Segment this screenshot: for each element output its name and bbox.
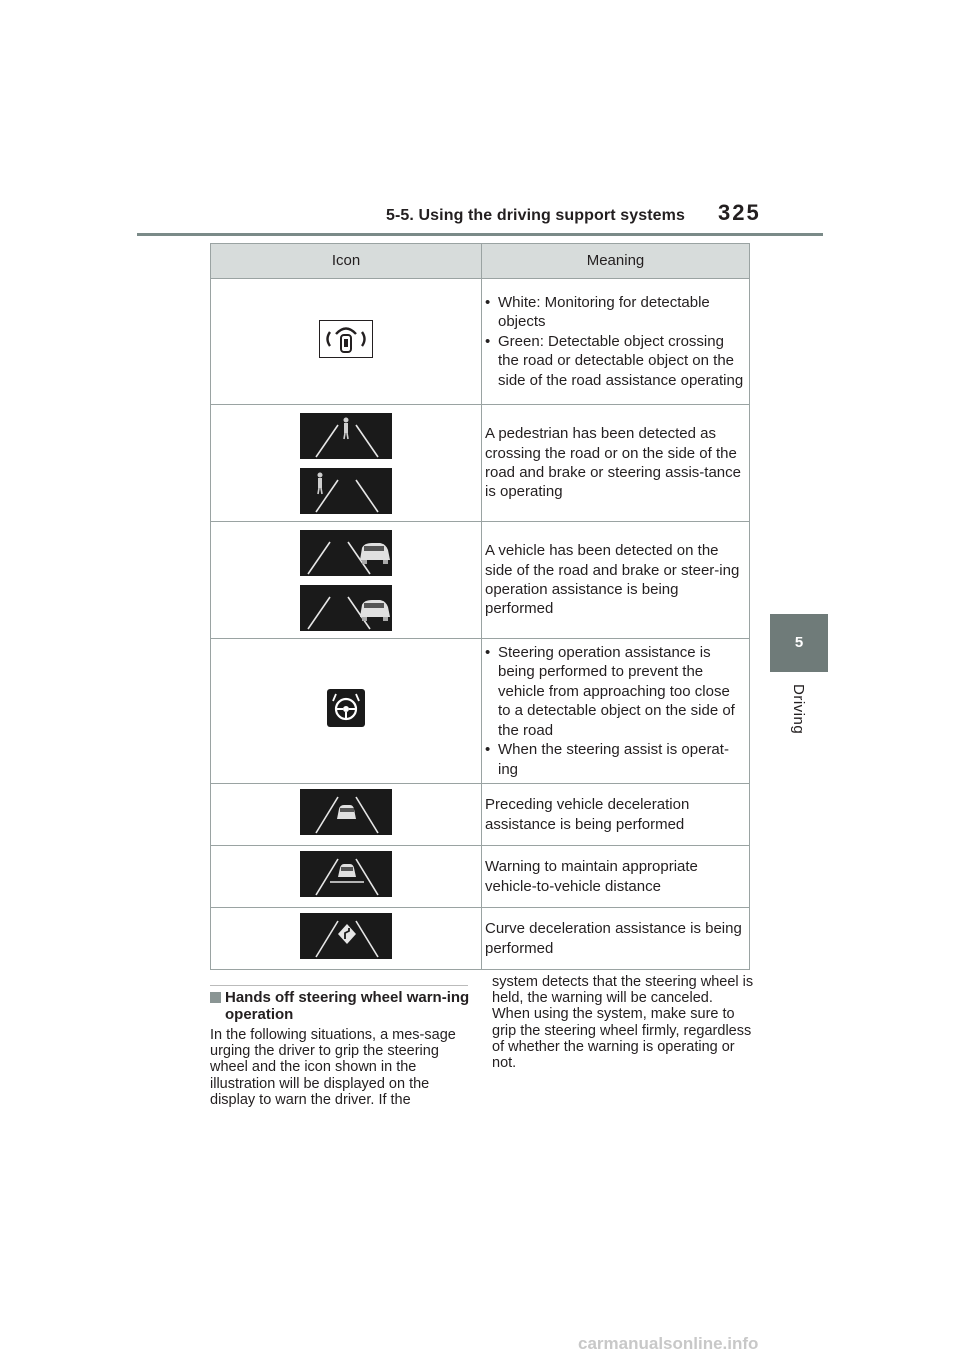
chapter-tab[interactable]: 5 — [770, 614, 828, 672]
icon-cell — [211, 784, 482, 846]
list-item: • When the steering assist is operat-ing — [485, 740, 745, 779]
table-row — [211, 846, 750, 908]
icon-cell — [211, 846, 482, 908]
list-item: • White: Monitoring for detectable objects — [485, 293, 745, 332]
chapter-label: Driving — [790, 684, 807, 735]
meaning-cell — [482, 639, 750, 784]
section-heading-text: Hands off steering wheel warn-ing operation — [225, 989, 470, 1023]
vehicle-detected-icon — [300, 530, 392, 576]
body-text-right: system detects that the steering wheel is held, the warning will be canceled. When using the system, make sure to grip the steering wheel firmly, regardless of whether the warning is operating or not. — [492, 974, 754, 1072]
square-bullet-icon — [210, 992, 221, 1003]
list-item: • Steering operation assistance is being performed to prevent the vehicle from approaching too close to a detectable object on the side of the road — [485, 643, 745, 740]
icon-cell — [211, 405, 482, 522]
body-text-left: In the following situations, a mes-sage urging the driver to grip the steering wheel and the icon shown in the illustration will be displayed on the display to warn the driver. If the — [210, 1027, 456, 1108]
pedestrian-detected-icon — [300, 413, 392, 459]
icon-cell — [211, 639, 482, 784]
table-row — [211, 279, 750, 405]
steering-assist-icon — [327, 689, 365, 727]
header-rule — [137, 233, 823, 236]
meaning-cell: A vehicle has been detected on the side of the road and brake or steer-ing operation assistance is being performed — [482, 522, 750, 639]
meaning-cell: Warning to maintain appropriate vehicle-to-vehicle distance — [482, 846, 750, 908]
icon-cell — [211, 279, 482, 405]
table-header-row — [211, 244, 750, 279]
table-row — [211, 522, 750, 639]
meaning-cell: Preceding vehicle deceleration assistance is being performed — [482, 784, 750, 846]
watermark: carmanualsonline.info — [578, 1334, 759, 1353]
section-heading — [210, 989, 470, 1023]
vehicle-distance-warning-icon — [300, 851, 392, 897]
section-divider — [210, 985, 468, 986]
page-number: 325 — [718, 200, 761, 225]
icon-meaning-table — [210, 243, 750, 970]
pedestrian-side-icon — [300, 468, 392, 514]
meaning-column-header: Meaning — [482, 244, 750, 279]
icon-cell — [211, 522, 482, 639]
meaning-cell: Curve deceleration assistance is being performed — [482, 908, 750, 970]
icon-cell — [211, 908, 482, 970]
preceding-vehicle-deceleration-icon — [300, 789, 392, 835]
icon-column-header: Icon — [211, 244, 482, 279]
table-row — [211, 784, 750, 846]
table-row — [211, 639, 750, 784]
meaning-cell — [482, 279, 750, 405]
vehicle-side-icon — [300, 585, 392, 631]
list-item: • Green: Detectable object crossing the road or detectable object on the side of the road assistance operating — [485, 332, 745, 390]
table-row — [211, 908, 750, 970]
meaning-cell: A pedestrian has been detected as crossing the road or on the side of the road and brake or steering assis-tance is operating — [482, 405, 750, 522]
table-row — [211, 405, 750, 522]
curve-deceleration-icon — [300, 913, 392, 959]
meaning-bullets — [485, 293, 745, 390]
radar-vehicle-icon — [319, 320, 373, 358]
section-title: 5-5. Using the driving support systems — [386, 207, 685, 224]
meaning-bullets — [485, 643, 745, 779]
